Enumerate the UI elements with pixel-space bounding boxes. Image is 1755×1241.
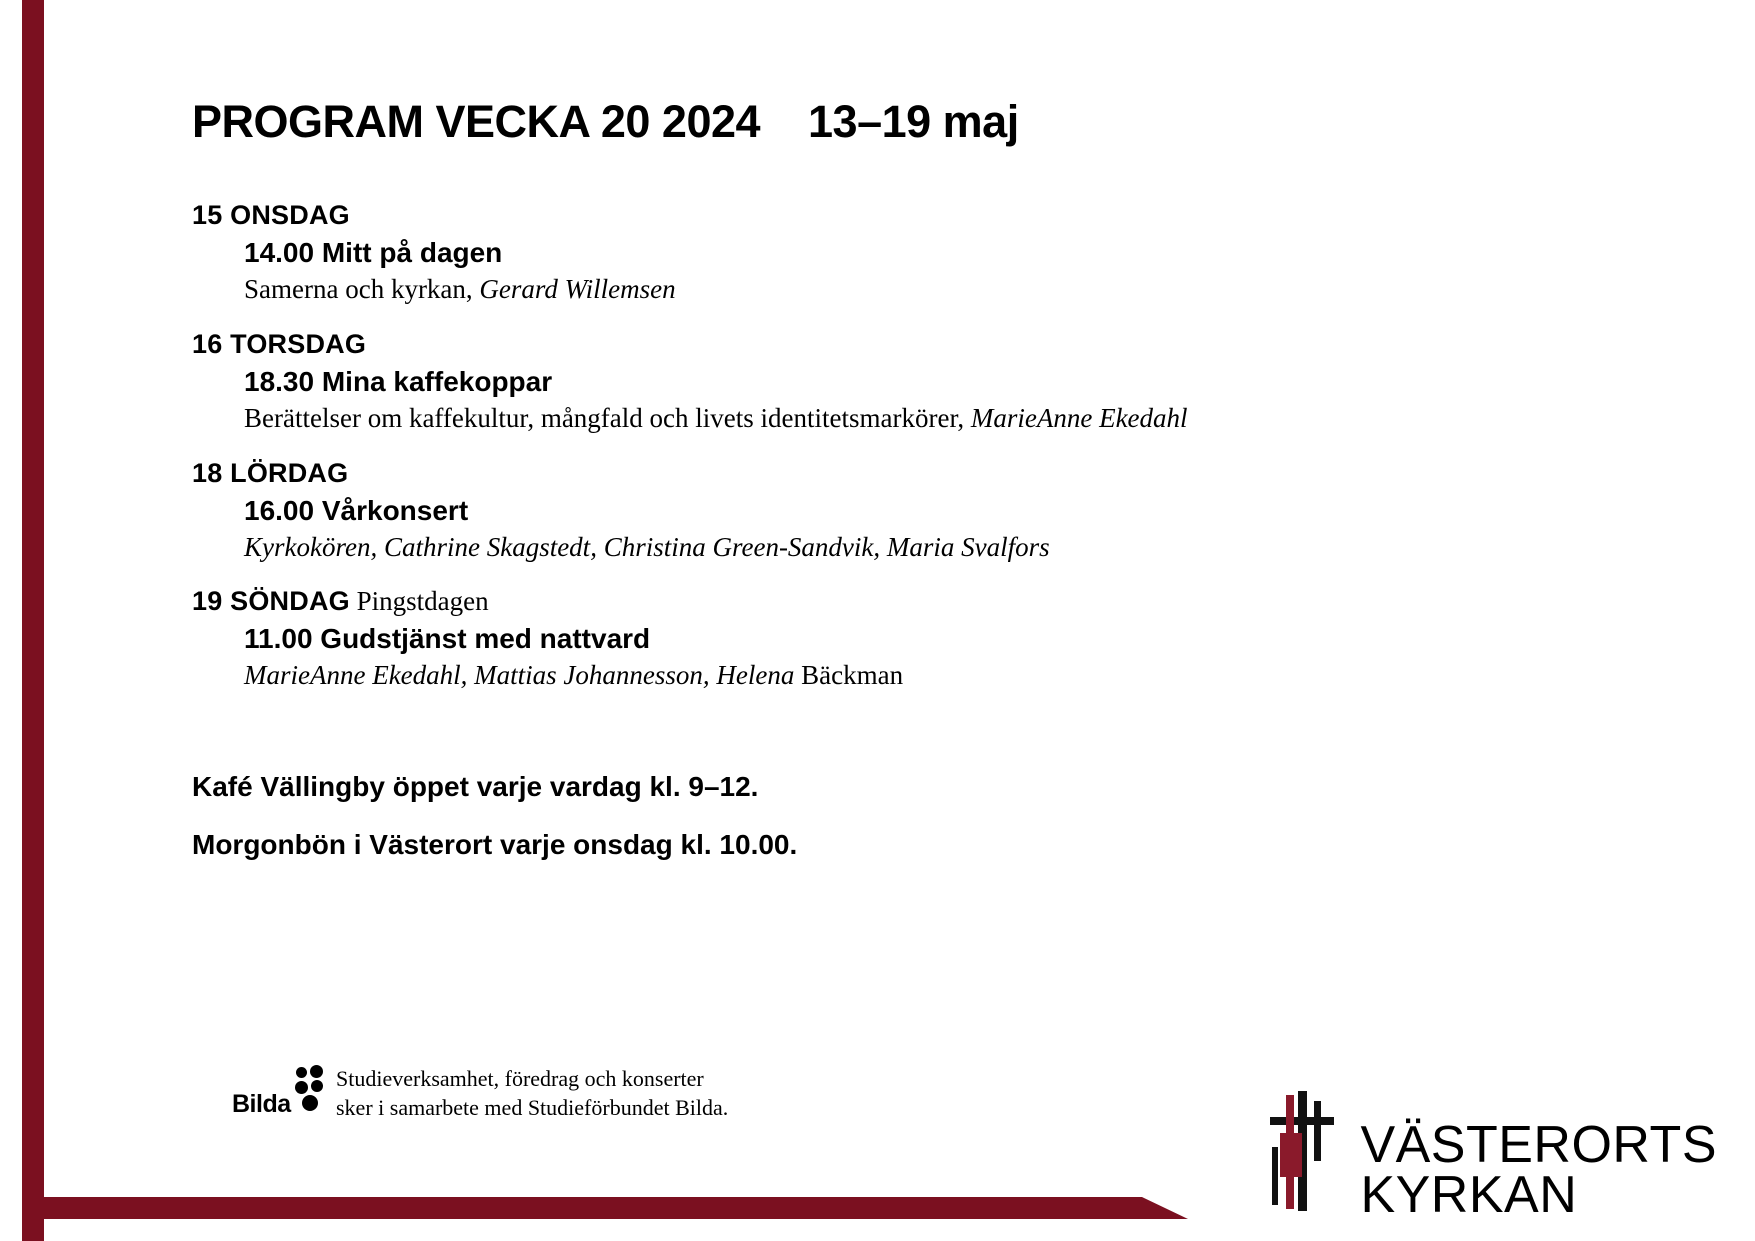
day-heading-label: 15 ONSDAG <box>192 200 350 230</box>
brand-line-1: VÄSTERORTS <box>1360 1116 1717 1175</box>
notice-kafe: Kafé Vällingby öppet varje vardag kl. 9–12. <box>192 771 759 802</box>
frame-left-bar <box>22 0 44 1241</box>
day-heading <box>192 586 1592 617</box>
event-description <box>192 531 1592 565</box>
program-content <box>192 96 1592 887</box>
event-description-names: Gerard Willemsen <box>479 274 676 304</box>
event-title: 16.00 Vårkonsert <box>244 494 469 526</box>
bilda-logo-word: Bilda <box>232 1090 291 1119</box>
bilda-footer-line1: Studieverksamhet, föredrag och konserter <box>336 1065 704 1091</box>
day-block-lordag <box>192 458 1592 565</box>
day-heading-label: 19 SÖNDAG <box>192 586 350 617</box>
event-description-plain: Berättelser om kaffekultur, mångfald och livets identitetsmarkörer, <box>244 402 971 433</box>
notice-morgonbon: Morgonbön i Västerort varje onsdag kl. 10.00. <box>192 829 798 860</box>
bilda-logo <box>232 1065 328 1121</box>
event-description-plain: Samerna och kyrkan, <box>244 274 480 304</box>
frame-bottom-bar <box>22 1197 1142 1219</box>
day-heading-label: 16 TORSDAG <box>192 328 367 359</box>
event-title: 14.00 Mitt på dagen <box>244 237 503 268</box>
day-block-torsdag <box>192 329 1592 436</box>
vasterortskyrkan-logo <box>1258 1087 1717 1225</box>
day-heading <box>192 200 1592 231</box>
event-description-names: MarieAnne Ekedahl, Mattias Johannesson, Helena <box>244 660 802 691</box>
bilda-footer-text <box>336 1064 728 1123</box>
day-heading <box>192 329 1592 360</box>
notices <box>192 771 1592 861</box>
page-title: PROGRAM VECKA 20 2024 13–19 maj <box>192 96 1019 147</box>
event-description-tail: Bäckman <box>801 660 904 691</box>
brand-line-2: KYRKAN <box>1360 1166 1578 1225</box>
bilda-footer-line2: sker i samarbete med Studieförbundet Bilda. <box>336 1095 729 1121</box>
frame-bottom-diagonal <box>1142 1197 1188 1219</box>
day-block-sondag <box>192 586 1592 693</box>
day-heading <box>192 458 1592 489</box>
brand-wordmark <box>1360 1116 1717 1225</box>
event-description-names: MarieAnne Ekedahl <box>970 402 1188 433</box>
event-description <box>192 402 1592 436</box>
day-heading-label: 18 LÖRDAG <box>192 457 349 488</box>
cross-icon <box>1258 1087 1346 1215</box>
bilda-footer <box>232 1064 728 1123</box>
event-description <box>192 659 1592 693</box>
day-block-onsdag <box>192 200 1592 307</box>
day-heading-note: Pingstdagen <box>349 586 489 617</box>
event-title: 11.00 Gudstjänst med nattvard <box>244 623 651 655</box>
bilda-dots-icon <box>294 1065 330 1113</box>
event-description <box>192 273 1592 307</box>
event-title: 18.30 Mina kaffekoppar <box>244 365 553 397</box>
event-description-names: Kyrkokören, Cathrine Skagstedt, Christina Green-Sandvik, Maria Svalfors <box>244 531 1050 562</box>
